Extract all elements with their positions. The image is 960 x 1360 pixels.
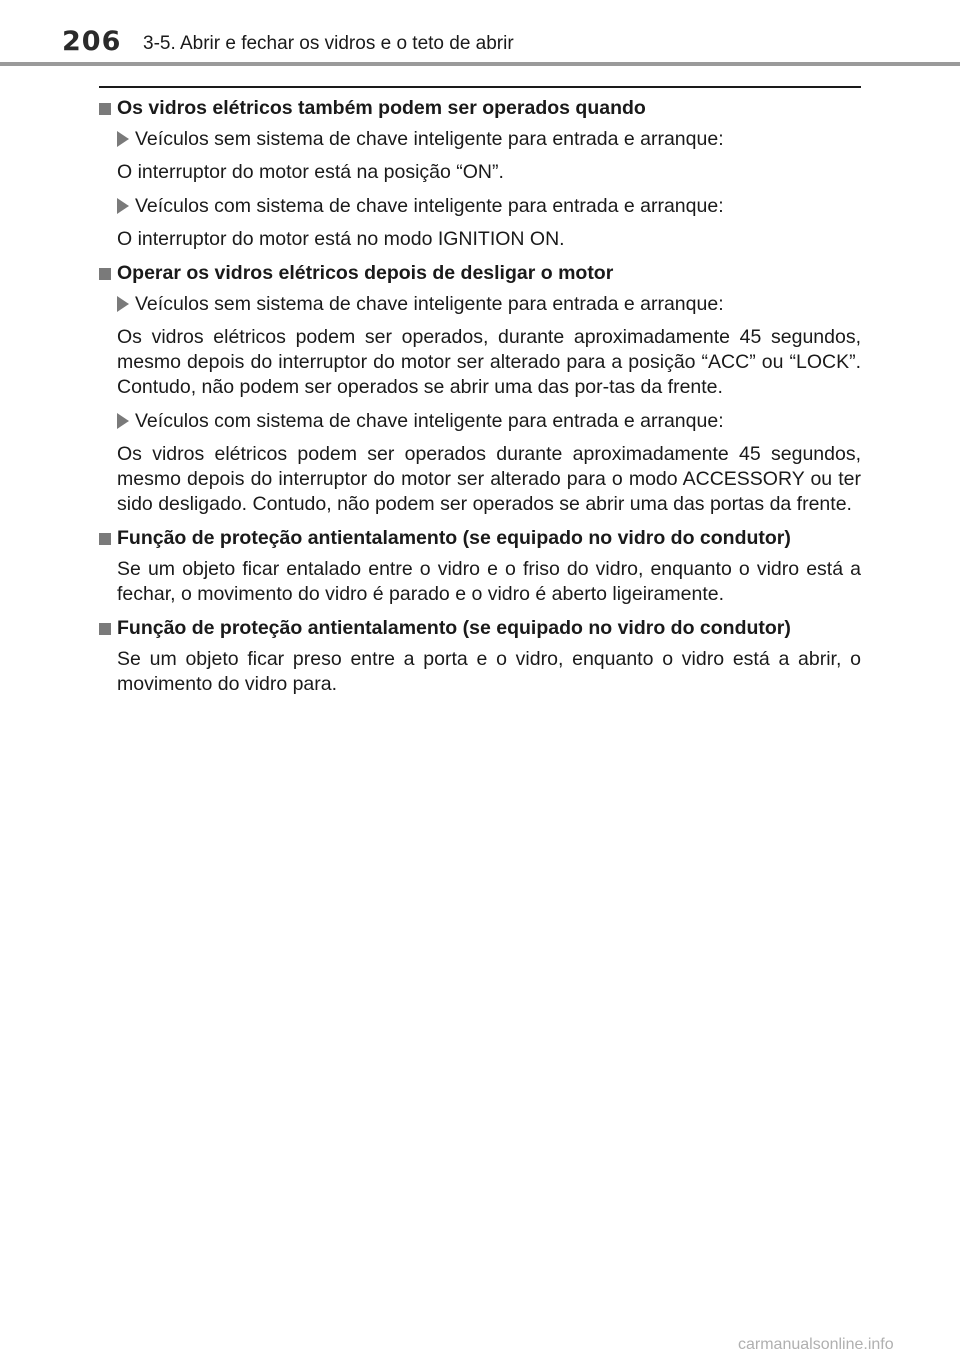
condition-item [117,127,861,152]
section-heading-text: Função de proteção antientalamento (se equipado no vidro do condutor) [117,527,791,549]
body-paragraph: Se um objeto ficar entalado entre o vidro e o friso do vidro, enquanto o vidro está a fechar, o movimento do vidro é parado e o vidro é aberto ligeiramente. [117,558,861,605]
square-bullet-icon [99,103,111,115]
condition-text: Veículos com sistema de chave inteligente para entrada e arranque: [135,195,724,217]
condition-text: Veículos sem sistema de chave inteligente para entrada e arranque: [135,128,724,150]
section-heading [99,261,861,286]
body-paragraph: O interruptor do motor está na posição “ON”. [117,161,504,183]
square-bullet-icon [99,623,111,635]
condition-text: Veículos sem sistema de chave inteligente para entrada e arranque: [135,293,724,315]
watermark-logo: carmanualsonline.info [738,1336,894,1353]
section-title: 3-5. Abrir e fechar os vidros e o teto de abrir [143,33,514,54]
body-paragraph: Os vidros elétricos podem ser operados durante aproximadamente 45 segundos, mesmo depois do interruptor do motor ser alterado para o modo ACCESSORY ou ter sido desligado. Contudo, não podem ser operados se abrir uma das portas da frente. [117,443,861,515]
triangle-bullet-icon [117,198,129,214]
condition-text: Veículos com sistema de chave inteligente para entrada e arranque: [135,410,724,432]
section-heading-text: Função de proteção antientalamento (se equipado no vidro do condutor) [117,617,791,639]
square-bullet-icon [99,268,111,280]
condition-item [117,292,861,317]
section-heading [99,616,861,641]
manual-content [99,96,861,706]
section-heading [99,96,861,121]
page-number: 206 [62,26,122,57]
square-bullet-icon [99,533,111,545]
triangle-bullet-icon [117,296,129,312]
header-divider [0,62,960,66]
condition-item [117,409,861,434]
body-paragraph: Os vidros elétricos podem ser operados, durante aproximadamente 45 segundos, mesmo depois do interruptor do motor ser alterado para a posição “ACC” ou “LOCK”. Contudo, não podem ser operados se abrir uma das por-tas da frente. [117,326,861,398]
triangle-bullet-icon [117,413,129,429]
condition-item [117,194,861,219]
body-paragraph: O interruptor do motor está no modo IGNITION ON. [117,228,565,250]
content-divider [99,86,861,88]
triangle-bullet-icon [117,131,129,147]
section-heading [99,526,861,551]
section-heading-text: Os vidros elétricos também podem ser operados quando [117,97,646,119]
section-heading-text: Operar os vidros elétricos depois de desligar o motor [117,262,614,284]
body-paragraph: Se um objeto ficar preso entre a porta e o vidro, enquanto o vidro está a abrir, o movimento do vidro para. [117,648,861,695]
